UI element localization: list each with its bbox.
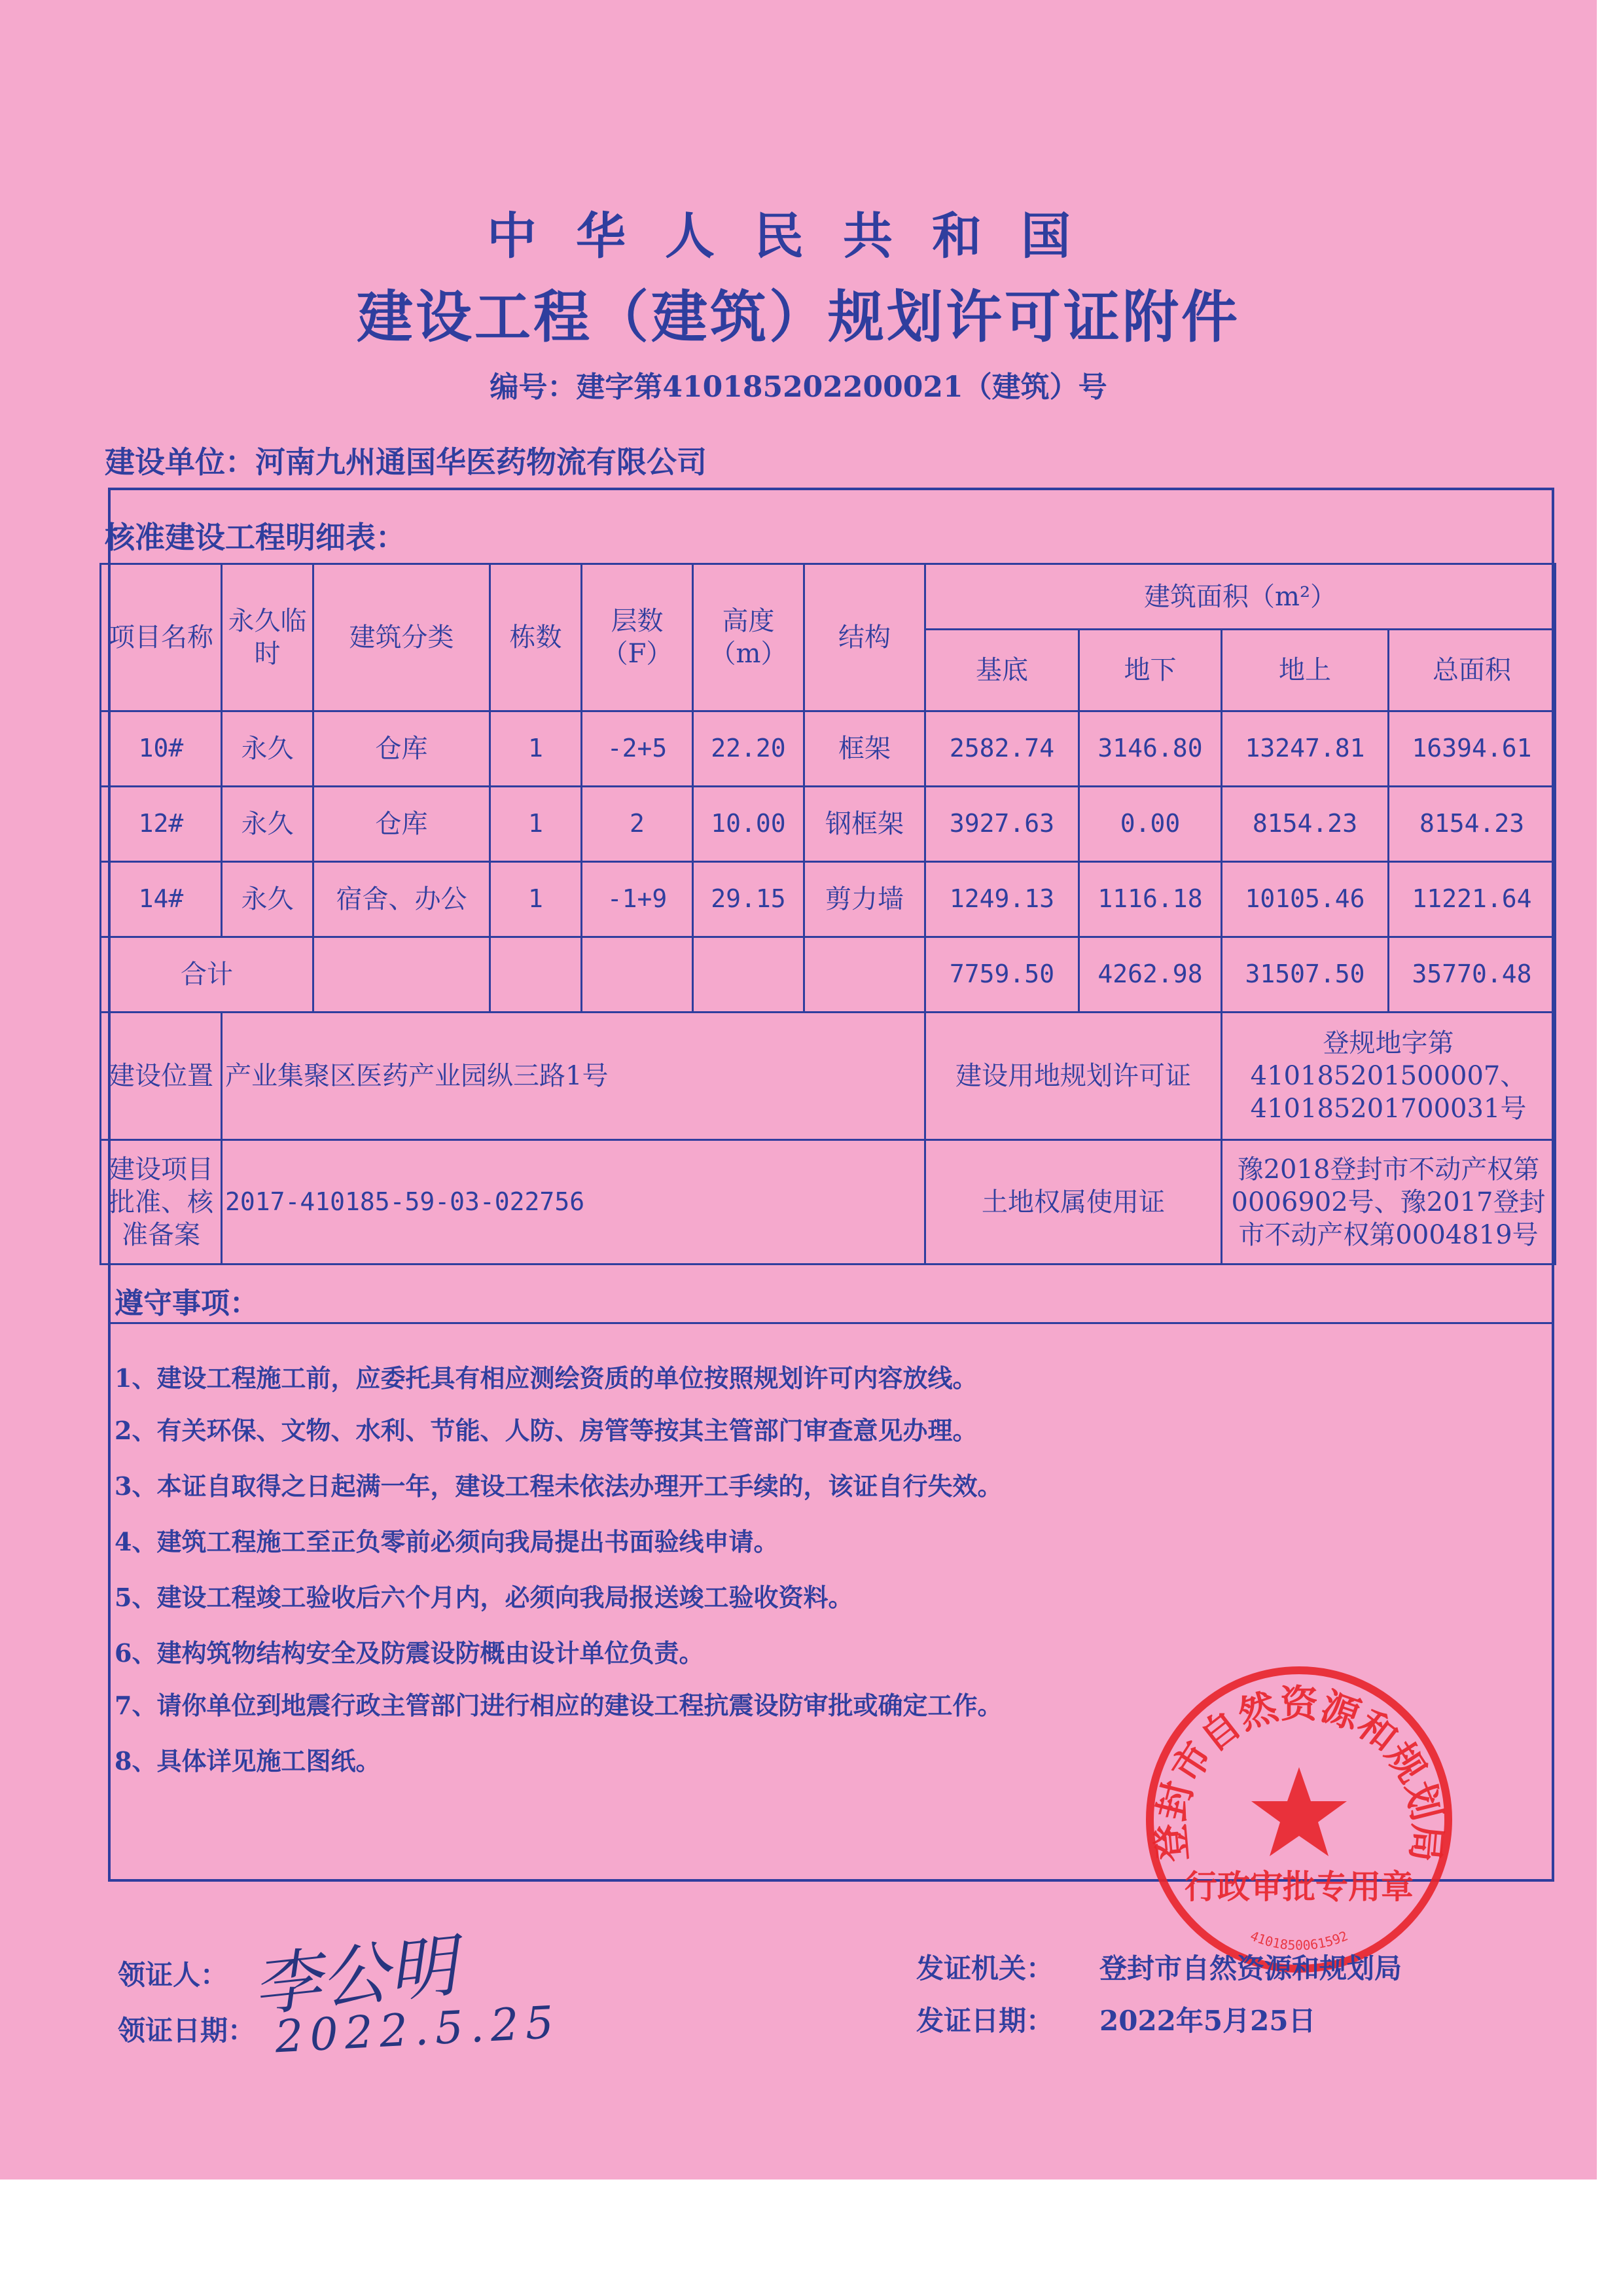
col-item: 项目名称 bbox=[101, 564, 222, 711]
cell-height: 29.15 bbox=[693, 862, 804, 937]
note-item: 8、具体详见施工图纸。 bbox=[115, 1746, 381, 1776]
official-seal-icon bbox=[1142, 1662, 1456, 1977]
builder-name: 河南九州通国华医药物流有限公司 bbox=[255, 444, 707, 480]
cell-structure: 框架 bbox=[804, 711, 925, 787]
cell-category: 仓库 bbox=[313, 787, 490, 862]
recipient-date: 2022.5.25 bbox=[274, 1996, 562, 2064]
cell-category: 宿舍、办公 bbox=[313, 862, 490, 937]
sum-above: 31507.50 bbox=[1222, 937, 1389, 1013]
note-item: 4、建筑工程施工至正负零前必须向我局提出书面验线申请。 bbox=[115, 1527, 779, 1556]
sum-total: 35770.48 bbox=[1389, 937, 1556, 1013]
cell-height: 22.20 bbox=[693, 711, 804, 787]
cell-base: 1249.13 bbox=[925, 862, 1079, 937]
cell-buildings: 1 bbox=[490, 711, 582, 787]
cell-height: 10.00 bbox=[693, 787, 804, 862]
cell-floors: -2+5 bbox=[582, 711, 693, 787]
issuer-label: 发证机关： bbox=[916, 1952, 1054, 1984]
approval-value: 2017-410185-59-03-022756 bbox=[222, 1140, 925, 1265]
cell-above: 10105.46 bbox=[1222, 862, 1389, 937]
sum-empty bbox=[804, 937, 925, 1013]
cell-buildings: 1 bbox=[490, 787, 582, 862]
cell-perm: 永久 bbox=[222, 711, 313, 787]
col-base: 基底 bbox=[925, 630, 1079, 711]
location-label: 建设位置 bbox=[101, 1013, 222, 1140]
col-structure: 结构 bbox=[804, 564, 925, 711]
sum-base: 7759.50 bbox=[925, 937, 1079, 1013]
col-buildings: 栋数 bbox=[490, 564, 582, 711]
col-area: 建筑面积（m²） bbox=[925, 564, 1556, 630]
note-item: 7、请你单位到地震行政主管部门进行相应的建设工程抗震设防审批或确定工作。 bbox=[115, 1691, 1003, 1720]
approval-row bbox=[101, 1140, 1556, 1265]
note-item: 3、本证自取得之日起满一年，建设工程未依法办理开工手续的，该证自行失效。 bbox=[115, 1471, 1003, 1501]
cell-buildings: 1 bbox=[490, 862, 582, 937]
document-title: 建设工程（建筑）规划许可证附件 bbox=[357, 284, 1240, 350]
sum-empty bbox=[490, 937, 582, 1013]
seal-inner-text: 行政审批专用章 bbox=[1185, 1867, 1414, 1906]
col-under: 地下 bbox=[1079, 630, 1222, 711]
table-row bbox=[101, 711, 1556, 787]
cell-above: 8154.23 bbox=[1222, 787, 1389, 862]
cell-under: 1116.18 bbox=[1079, 862, 1222, 937]
note-item: 1、建设工程施工前，应委托具有相应测绘资质的单位按照规划许可内容放线。 bbox=[115, 1363, 978, 1393]
issue-date: 2022年5月25日 bbox=[1099, 2005, 1316, 2037]
recipient-signature: 李公明 bbox=[249, 1925, 461, 2026]
col-floors: 层数（F） bbox=[582, 564, 693, 711]
cell-base: 3927.63 bbox=[925, 787, 1079, 862]
cell-item: 12# bbox=[101, 787, 222, 862]
land-permit-value: 登规地字第410185201500007、410185201700031号 bbox=[1222, 1013, 1556, 1140]
cell-floors: -1+9 bbox=[582, 862, 693, 937]
cell-item: 14# bbox=[101, 862, 222, 937]
location-value: 产业集聚区医药产业园纵三路1号 bbox=[222, 1013, 925, 1140]
cell-item: 10# bbox=[101, 711, 222, 787]
sum-empty bbox=[693, 937, 804, 1013]
land-cert-value: 豫2018登封市不动产权第0006902号、豫2017登封市不动产权第0004819号 bbox=[1222, 1140, 1556, 1265]
header-row bbox=[101, 564, 1556, 630]
cell-category: 仓库 bbox=[313, 711, 490, 787]
note-item: 2、有关环保、文物、水利、节能、人防、房管等按其主管部门审查意见办理。 bbox=[115, 1416, 978, 1445]
location-row bbox=[101, 1013, 1556, 1140]
table-row bbox=[101, 787, 1556, 862]
cell-structure: 剪力墙 bbox=[804, 862, 925, 937]
project-table bbox=[99, 563, 1556, 1265]
recipient-date-label: 领证日期： bbox=[118, 2015, 256, 2047]
cell-total: 16394.61 bbox=[1389, 711, 1556, 787]
table-row bbox=[101, 862, 1556, 937]
col-category: 建筑分类 bbox=[313, 564, 490, 711]
cell-floors: 2 bbox=[582, 787, 693, 862]
cell-structure: 钢框架 bbox=[804, 787, 925, 862]
col-total: 总面积 bbox=[1389, 630, 1556, 711]
notes-title: 遵守事项： bbox=[115, 1287, 259, 1320]
recipient-label: 领证人： bbox=[118, 1959, 228, 1991]
cell-total: 11221.64 bbox=[1389, 862, 1556, 937]
seal-serial: 4101850061592 bbox=[1248, 1928, 1350, 1954]
note-item: 6、建构筑物结构安全及防震设防概由设计单位负责。 bbox=[115, 1638, 704, 1668]
sum-empty bbox=[313, 937, 490, 1013]
cell-under: 0.00 bbox=[1079, 787, 1222, 862]
sum-under: 4262.98 bbox=[1079, 937, 1222, 1013]
sum-row bbox=[101, 937, 1556, 1013]
note-item: 5、建设工程竣工验收后六个月内，必须向我局报送竣工验收资料。 bbox=[115, 1583, 853, 1612]
seal-outer-text: 登封市自然资源和规划局 bbox=[1148, 1681, 1450, 1864]
approval-label: 建设项目批准、核准备案 bbox=[101, 1140, 222, 1265]
cell-perm: 永久 bbox=[222, 787, 313, 862]
notes-divider bbox=[108, 1322, 1554, 1324]
cell-above: 13247.81 bbox=[1222, 711, 1389, 787]
col-height: 高度（m） bbox=[693, 564, 804, 711]
issuer-value: 登封市自然资源和规划局 bbox=[1099, 1952, 1402, 1984]
sum-empty bbox=[582, 937, 693, 1013]
permit-number: 编号：建字第410185202200021（建筑）号 bbox=[490, 370, 1107, 404]
land-permit-label: 建设用地规划许可证 bbox=[925, 1013, 1222, 1140]
cell-perm: 永久 bbox=[222, 862, 313, 937]
builder-line bbox=[105, 439, 707, 482]
sum-label: 合计 bbox=[101, 937, 313, 1013]
col-above: 地上 bbox=[1222, 630, 1389, 711]
col-perm: 永久临时 bbox=[222, 564, 313, 711]
cell-under: 3146.80 bbox=[1079, 711, 1222, 787]
issue-date-label: 发证日期： bbox=[916, 2005, 1054, 2037]
land-cert-label: 土地权属使用证 bbox=[925, 1140, 1222, 1265]
seal-star bbox=[1251, 1767, 1347, 1856]
builder-label: 建设单位： bbox=[105, 444, 255, 480]
cell-base: 2582.74 bbox=[925, 711, 1079, 787]
table-title: 核准建设工程明细表： bbox=[105, 520, 406, 555]
country-title: 中华人民共和国 bbox=[487, 207, 1110, 265]
cell-total: 8154.23 bbox=[1389, 787, 1556, 862]
